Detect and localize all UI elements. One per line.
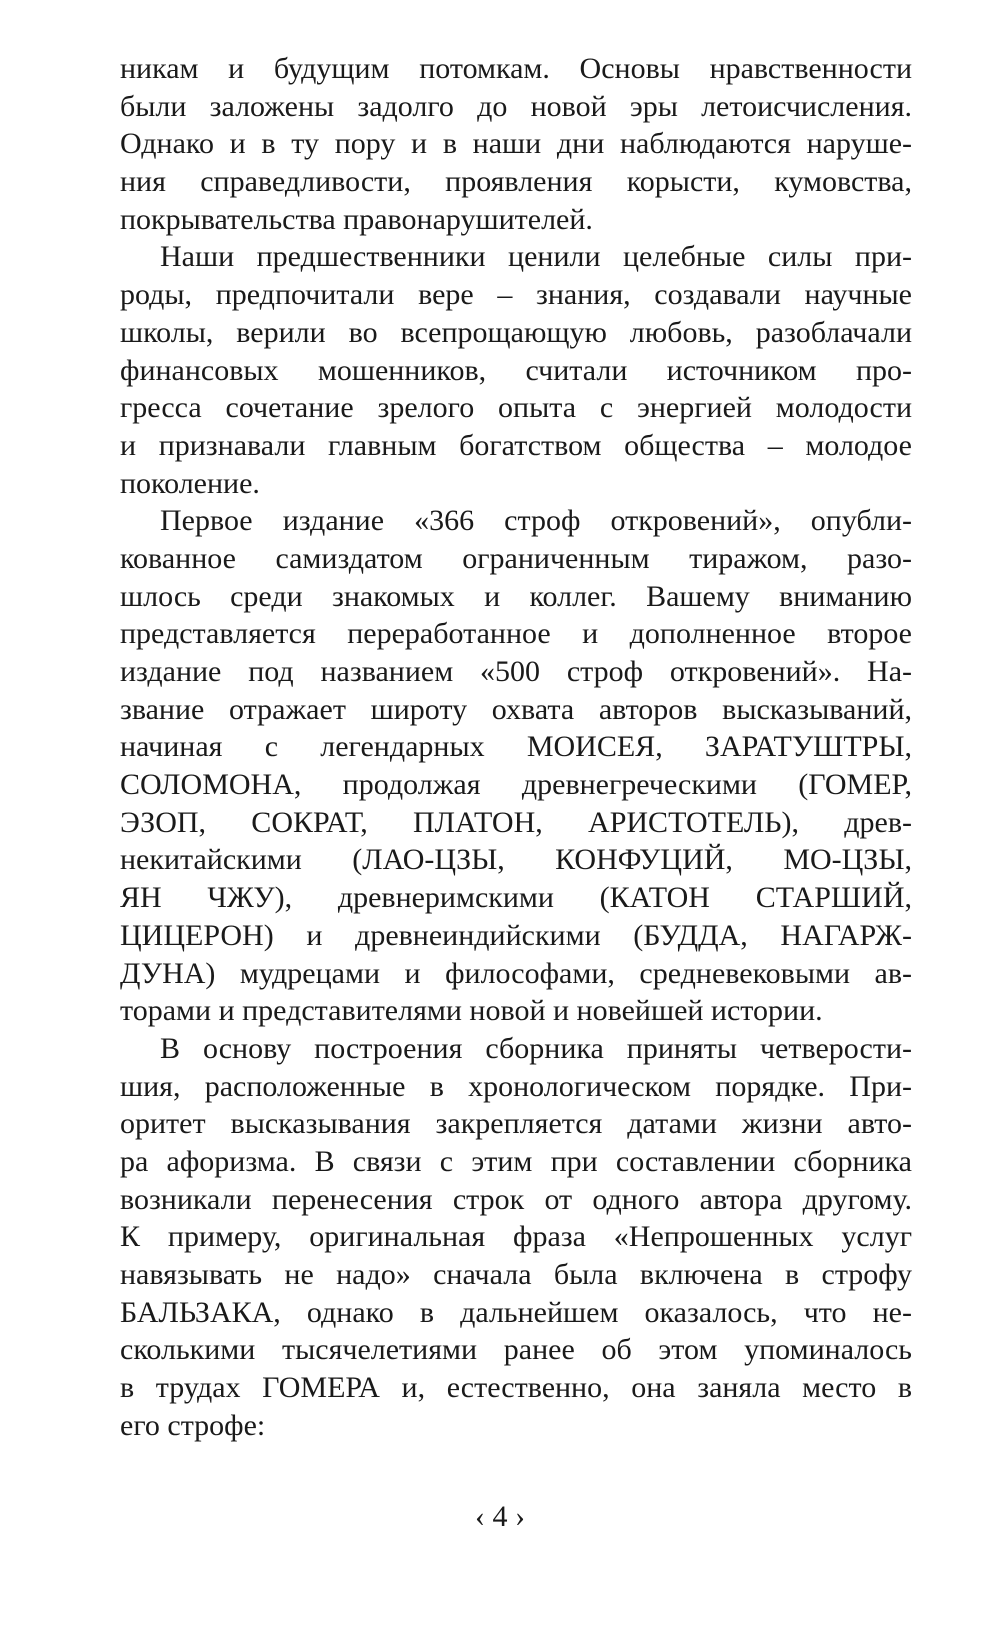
- paragraph: [120, 238, 912, 502]
- text-line: начиная с легендарных МОИСЕЯ, ЗАРАТУШТРЫ,: [120, 730, 912, 764]
- text-line: некитайскими (ЛАО-ЦЗЫ, КОНФУЦИЙ, МО-ЦЗЫ,: [120, 843, 912, 877]
- text-line: его строфе:: [120, 1408, 266, 1442]
- text-line: СОЛОМОНА, продолжая древнегреческими (ГОМЕР,: [120, 768, 912, 802]
- text-line: ЯН ЧЖУ), древнеримскими (КАТОН СТАРШИЙ,: [120, 881, 912, 915]
- paragraphs: [120, 50, 912, 1444]
- text-line: покрывательства правонарушителей.: [120, 202, 593, 236]
- text-line: ЭЗОП, СОКРАТ, ПЛАТОН, АРИСТОТЕЛЬ), древ-: [120, 805, 912, 839]
- text-line: гресса сочетание зрелого опыта с энергией молодости: [120, 391, 912, 425]
- page-number: ‹ 4 ›: [475, 1500, 525, 1533]
- text-line: оритет высказывания закрепляется датами жизни авто-: [120, 1107, 912, 1141]
- text-line: Однако и в ту пору и в наши дни наблюдаются наруше-: [120, 127, 912, 161]
- text-line: звание отражает широту охвата авторов высказываний,: [120, 692, 912, 726]
- text-line: К примеру, оригинальная фраза «Непрошенных услуг: [120, 1220, 912, 1254]
- text-line: ния справедливости, проявления корысти, кумовства,: [120, 165, 912, 199]
- text-line: издание под названием «500 строф откровений». На-: [120, 655, 912, 688]
- paragraph: [120, 502, 912, 1030]
- text-line: навязывать не надо» сначала была включена в строфу: [120, 1258, 912, 1291]
- text-line: шлось среди знакомых и коллег. Вашему вниманию: [120, 579, 912, 613]
- text-line: торами и представителями новой и новейшей истории.: [120, 994, 823, 1028]
- text-line: финансовых мошенников, считали источником про-: [120, 353, 912, 387]
- text-line: возникали перенесения строк от одного автора другому.: [120, 1182, 912, 1216]
- text-line: представляется переработанное и дополненное второе: [120, 617, 912, 651]
- text-line: сколькими тысячелетиями ранее об этом упоминалось: [120, 1333, 912, 1367]
- text-line: ЦИЦЕРОН) и древнеиндийскими (БУДДА, НАГАРЖ-: [120, 918, 912, 952]
- paragraph: [120, 1030, 912, 1445]
- text-line: были заложены задолго до новой эры летоисчисления.: [120, 89, 912, 123]
- text-line: В основу построения сборника приняты четверости-: [160, 1031, 912, 1065]
- text-line: и признавали главным богатством общества – молодое: [120, 428, 912, 462]
- text-line: никам и будущим потомкам. Основы нравственности: [120, 52, 912, 85]
- text-line: ДУНА) мудрецами и философами, средневековыми ав-: [120, 956, 912, 990]
- text-line: шия, расположенные в хронологическом порядке. При-: [120, 1069, 912, 1103]
- text-line: поколение.: [120, 466, 260, 500]
- text-line: роды, предпочитали вере – знания, создавали научные: [120, 278, 912, 312]
- text-line: ра афоризма. В связи с этим при составлении сборника: [120, 1144, 912, 1178]
- text-line: школы, верили во всепрощающую любовь, разоблачали: [120, 315, 912, 349]
- text-line: Наши предшественники ценили целебные силы при-: [160, 240, 912, 274]
- page-body: [120, 50, 912, 1444]
- text-line: в трудах ГОМЕРА и, естественно, она заняла место в: [120, 1371, 912, 1405]
- text-line: БАЛЬЗАКА, однако в дальнейшем оказалось, что не-: [120, 1295, 912, 1329]
- text-line: Первое издание «366 строф откровений», опубли-: [160, 504, 912, 538]
- text-line: кованное самиздатом ограниченным тиражом, разо-: [120, 541, 912, 575]
- paragraph: [120, 50, 912, 238]
